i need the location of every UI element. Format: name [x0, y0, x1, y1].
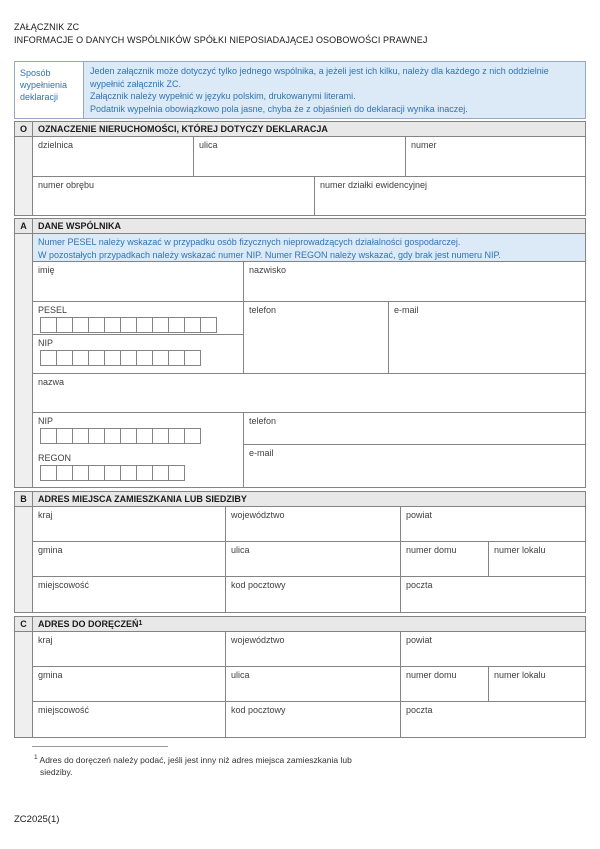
field-label: gmina — [38, 545, 63, 555]
note-line: W pozostałych przypadkach należy wskazać numer NIP. Numer REGON należy wskazać, gdy brak jest numeru NIP. — [38, 250, 501, 260]
field-nazwa[interactable] — [33, 374, 585, 412]
digit-box[interactable] — [152, 428, 169, 444]
digit-box[interactable] — [40, 350, 57, 366]
field-nazwisko[interactable] — [244, 262, 585, 302]
field-label: numer domu — [406, 545, 457, 555]
digit-box[interactable] — [120, 465, 137, 481]
section-a-left-strip — [15, 234, 33, 487]
row-person-ids — [33, 302, 585, 373]
nip-digit-boxes[interactable] — [40, 350, 238, 366]
note-line: Numer PESEL należy wskazać w przypadku osób fizycznych nieprowadzących działalności gospodarczej. — [38, 237, 461, 247]
section-c-letter: C — [15, 617, 33, 631]
field-numer-lokalu-dor[interactable] — [489, 667, 585, 702]
footnote-body: Adres do doręczeń należy podać, jeśli jest inny niż adres miejsca zamieszkania lub siedziby. — [39, 754, 352, 777]
field-label: nazwa — [38, 377, 65, 387]
field-wojewodztwo-dor[interactable] — [226, 632, 401, 667]
footnote-number: 1 — [34, 754, 38, 761]
digit-box[interactable] — [152, 317, 169, 333]
field-wojewodztwo[interactable] — [226, 507, 401, 542]
field-telefon-company[interactable] — [244, 413, 585, 445]
section-a-header — [14, 218, 586, 234]
field-imie[interactable] — [33, 262, 244, 302]
digit-box[interactable] — [40, 465, 57, 481]
section-b-left-strip — [15, 507, 33, 612]
instructions-text — [84, 62, 585, 118]
section-b-letter: B — [15, 492, 33, 506]
field-label: numer lokalu — [494, 670, 546, 680]
footnote-divider — [32, 746, 168, 747]
section-o-letter: O — [15, 122, 33, 136]
section-c-left-strip — [15, 632, 33, 737]
digit-box[interactable] — [88, 317, 105, 333]
field-numer-domu[interactable] — [401, 542, 489, 577]
digit-box[interactable] — [104, 317, 121, 333]
document-title-line1: ZAŁĄCZNIK ZC — [14, 22, 80, 32]
field-numer-obrebu[interactable] — [33, 177, 315, 215]
digit-box[interactable] — [104, 465, 121, 481]
instruction-line: Podatnik wypełnia obowiązkowo pola jasne, chyba że z objaśnień do deklaracji wynika inaczej. — [90, 103, 468, 114]
field-label: kod pocztowy — [231, 705, 286, 715]
field-label: dzielnica — [38, 140, 74, 150]
digit-box[interactable] — [152, 465, 169, 481]
field-label: nazwisko — [249, 265, 287, 275]
field-label: miejscowość — [38, 580, 90, 590]
row-company-ids — [33, 413, 585, 487]
section-b-body — [14, 507, 586, 613]
digit-box[interactable] — [88, 350, 105, 366]
section-a-body — [14, 234, 586, 488]
field-miejscowosc-dor[interactable] — [33, 702, 226, 737]
field-label: telefon — [249, 416, 277, 426]
field-label: powiat — [406, 635, 433, 645]
field-telefon-person[interactable] — [244, 302, 389, 373]
row-company-name — [33, 373, 585, 413]
field-kod-pocztowy[interactable] — [226, 577, 401, 612]
digit-box[interactable] — [120, 350, 137, 366]
field-label: powiat — [406, 510, 433, 520]
row-property-2 — [33, 177, 585, 215]
field-label: numer domu — [406, 670, 457, 680]
section-o-header — [14, 121, 586, 137]
section-b-header — [14, 491, 586, 507]
field-label: numer obrębu — [38, 180, 95, 190]
nip-company-digit-boxes[interactable] — [40, 428, 238, 444]
field-label: PESEL — [38, 305, 68, 315]
digit-box[interactable] — [136, 317, 153, 333]
digit-box[interactable] — [56, 465, 73, 481]
section-b-title: ADRES MIEJSCA ZAMIESZKANIA LUB SIEDZIBY — [38, 494, 247, 504]
field-label: województwo — [231, 510, 285, 520]
section-a-title: DANE WSPÓLNIKA — [38, 221, 121, 231]
section-o-body — [14, 137, 586, 216]
field-ulica-adres[interactable] — [226, 542, 401, 577]
field-label: imię — [38, 265, 55, 275]
field-poczta[interactable] — [401, 577, 585, 612]
digit-box[interactable] — [168, 317, 185, 333]
section-c — [14, 616, 586, 738]
row-delivery-1 — [33, 632, 585, 667]
field-label: e-mail — [249, 448, 274, 458]
digit-box[interactable] — [56, 350, 73, 366]
field-email-person[interactable] — [389, 302, 585, 373]
section-a — [14, 218, 586, 488]
section-o-left-strip — [15, 137, 33, 215]
digit-box[interactable] — [120, 428, 137, 444]
field-numer-domu-dor[interactable] — [401, 667, 489, 702]
regon-digit-boxes[interactable] — [40, 465, 238, 481]
row-delivery-2 — [33, 667, 585, 702]
section-c-body — [14, 632, 586, 738]
row-address-3 — [33, 577, 585, 612]
field-gmina-dor[interactable] — [33, 667, 226, 702]
field-poczta-dor[interactable] — [401, 702, 585, 737]
field-label: ulica — [199, 140, 218, 150]
digit-box[interactable] — [72, 465, 89, 481]
section-b — [14, 491, 586, 613]
digit-box[interactable] — [152, 350, 169, 366]
field-powiat-dor[interactable] — [401, 632, 585, 667]
digit-box[interactable] — [40, 428, 57, 444]
digit-box[interactable] — [200, 317, 217, 333]
row-property-1 — [33, 137, 585, 177]
row-delivery-3 — [33, 702, 585, 737]
field-label: telefon — [249, 305, 277, 315]
field-label: ulica — [231, 670, 250, 680]
field-dzielnica[interactable] — [33, 137, 194, 177]
field-ulica-dor[interactable] — [226, 667, 401, 702]
digit-box[interactable] — [104, 428, 121, 444]
field-label: REGON — [38, 453, 72, 463]
instruction-line: Jeden załącznik może dotyczyć tylko jednego wspólnika, a jeżeli jest ich kilku, należy dla każdego z nich oddzielnie wypełnić załącznik ZC. — [90, 66, 549, 89]
field-label: ulica — [231, 545, 250, 555]
document-title-line2: INFORMACJE O DANYCH WSPÓLNIKÓW SPÓŁKI NIEPOSIADAJĄCEJ OSOBOWOŚCI PRAWNEJ — [14, 35, 428, 45]
field-label: numer lokalu — [494, 545, 546, 555]
digit-box[interactable] — [72, 317, 89, 333]
instruction-line: Załącznik należy wypełnić w języku polskim, drukowanymi literami. — [90, 91, 356, 101]
digit-box[interactable] — [168, 428, 185, 444]
section-a-note — [33, 234, 585, 262]
field-nip-company[interactable] — [33, 413, 244, 450]
field-gmina[interactable] — [33, 542, 226, 577]
page-content — [14, 21, 586, 738]
field-label: NIP — [38, 338, 54, 348]
field-kraj-dor[interactable] — [33, 632, 226, 667]
field-numer[interactable] — [406, 137, 585, 177]
digit-box[interactable] — [72, 428, 89, 444]
section-c-title: ADRES DO DORĘCZEŃ 1 — [38, 619, 143, 629]
field-regon[interactable] — [33, 450, 244, 487]
digit-box[interactable] — [72, 350, 89, 366]
field-ulica[interactable] — [194, 137, 406, 177]
footnote-block — [32, 746, 392, 778]
footnote-text — [32, 752, 368, 778]
field-label: kraj — [38, 635, 53, 645]
digit-box[interactable] — [104, 350, 121, 366]
digit-box[interactable] — [136, 428, 153, 444]
digit-box[interactable] — [184, 428, 201, 444]
section-c-header — [14, 616, 586, 632]
form-version-code: ZC2025(1) — [14, 814, 60, 825]
digit-box[interactable] — [56, 428, 73, 444]
digit-box[interactable] — [136, 465, 153, 481]
row-address-1 — [33, 507, 585, 542]
field-kraj[interactable] — [33, 507, 226, 542]
field-powiat[interactable] — [401, 507, 585, 542]
field-label: NIP — [38, 416, 54, 426]
section-a-letter: A — [15, 219, 33, 233]
row-address-2 — [33, 542, 585, 577]
digit-box[interactable] — [184, 317, 201, 333]
field-label: kod pocztowy — [231, 580, 286, 590]
section-c-title-text: ADRES DO DORĘCZEŃ — [38, 619, 139, 629]
section-o — [14, 121, 586, 216]
field-label: województwo — [231, 635, 285, 645]
digit-box[interactable] — [88, 428, 105, 444]
pesel-digit-boxes[interactable] — [40, 317, 238, 333]
section-o-title: OZNACZENIE NIERUCHOMOŚCI, KTÓREJ DOTYCZY DEKLARACJA — [38, 124, 328, 134]
field-label: e-mail — [394, 305, 419, 315]
field-label: kraj — [38, 510, 53, 520]
field-label: poczta — [406, 580, 433, 590]
field-nip-person[interactable] — [33, 335, 244, 373]
digit-box[interactable] — [88, 465, 105, 481]
field-miejscowosc[interactable] — [33, 577, 226, 612]
field-kod-pocztowy-dor[interactable] — [226, 702, 401, 737]
field-label: miejscowość — [38, 705, 90, 715]
field-email-company[interactable] — [244, 445, 585, 487]
digit-box[interactable] — [120, 317, 137, 333]
digit-box[interactable] — [40, 317, 57, 333]
digit-box[interactable] — [168, 350, 185, 366]
digit-box[interactable] — [136, 350, 153, 366]
field-label: poczta — [406, 705, 433, 715]
instructions-label: Sposób wypełnienia deklaracji — [15, 62, 84, 118]
filling-instructions-box — [14, 61, 586, 119]
row-person-name — [33, 262, 585, 302]
field-label: gmina — [38, 670, 63, 680]
field-numer-lokalu[interactable] — [489, 542, 585, 577]
digit-box[interactable] — [56, 317, 73, 333]
field-pesel[interactable] — [33, 302, 244, 335]
field-label: numer działki ewidencyjnej — [320, 180, 428, 190]
digit-box[interactable] — [184, 350, 201, 366]
field-numer-dzialki[interactable] — [315, 177, 585, 215]
digit-box[interactable] — [168, 465, 185, 481]
field-label: numer — [411, 140, 437, 150]
